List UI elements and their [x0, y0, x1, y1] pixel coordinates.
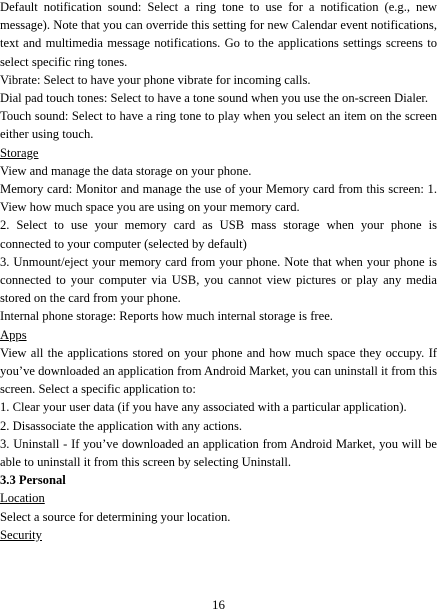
heading-personal: 3.3 Personal	[0, 473, 66, 488]
paragraph-location: Select a source for determining your location.	[0, 509, 231, 524]
paragraph-usb-mass-storage: 2. Select to use your memory card as USB mass storage when your phone is connected to your computer (selected by default)	[0, 218, 437, 251]
paragraph-apps-intro: View all the applications stored on your phone and how much space they occupy. If you’ve downloaded an application from Android Market, you can uninstall it from this screen. Select a specific application to:	[0, 345, 437, 397]
paragraph-internal-storage: Internal phone storage: Reports how much internal storage is free.	[0, 309, 333, 324]
paragraph-storage-intro: View and manage the data storage on your phone.	[0, 163, 252, 178]
paragraph-vibrate: Vibrate: Select to have your phone vibrate for incoming calls.	[0, 72, 311, 87]
heading-storage: Storage	[0, 145, 39, 160]
heading-location: Location	[0, 491, 45, 506]
paragraph-clear-user-data: 1. Clear your user data (if you have any associated with a particular application).	[0, 400, 407, 415]
page-number: 16	[212, 597, 225, 612]
paragraph-uninstall: 3. Uninstall - If you’ve downloaded an application from Android Market, you will be able to uninstall it from this screen by selecting Uninstall.	[0, 436, 437, 470]
paragraph-default-notification-sound: Default notification sound: Select a ring tone to use for a notification (e.g., new message). Note that you can override this setting for new Calendar event notifications, text and multimedia message notifications. Go to the applications settings screens to select specific ring tones.	[0, 0, 437, 69]
paragraph-unmount-card: 3. Unmount/eject your memory card from your phone. Note that when your phone is connected to your computer via USB, you cannot view pictures or play any media stored on the card from your phone.	[0, 254, 437, 306]
paragraph-touch-sound: Touch sound: Select to have a ring tone to play when you select an item on the screen either using touch.	[0, 109, 437, 142]
heading-apps: Apps	[0, 327, 27, 342]
paragraph-disassociate: 2. Disassociate the application with any actions.	[0, 418, 243, 433]
paragraph-memory-card: Memory card: Monitor and manage the use of your Memory card from this screen: 1. View how much space you are using on your memory card.	[0, 182, 437, 215]
heading-security: Security	[0, 527, 42, 542]
paragraph-dial-pad-touch-tones: Dial pad touch tones: Select to have a tone sound when you use the on-screen Dialer.	[0, 91, 429, 106]
